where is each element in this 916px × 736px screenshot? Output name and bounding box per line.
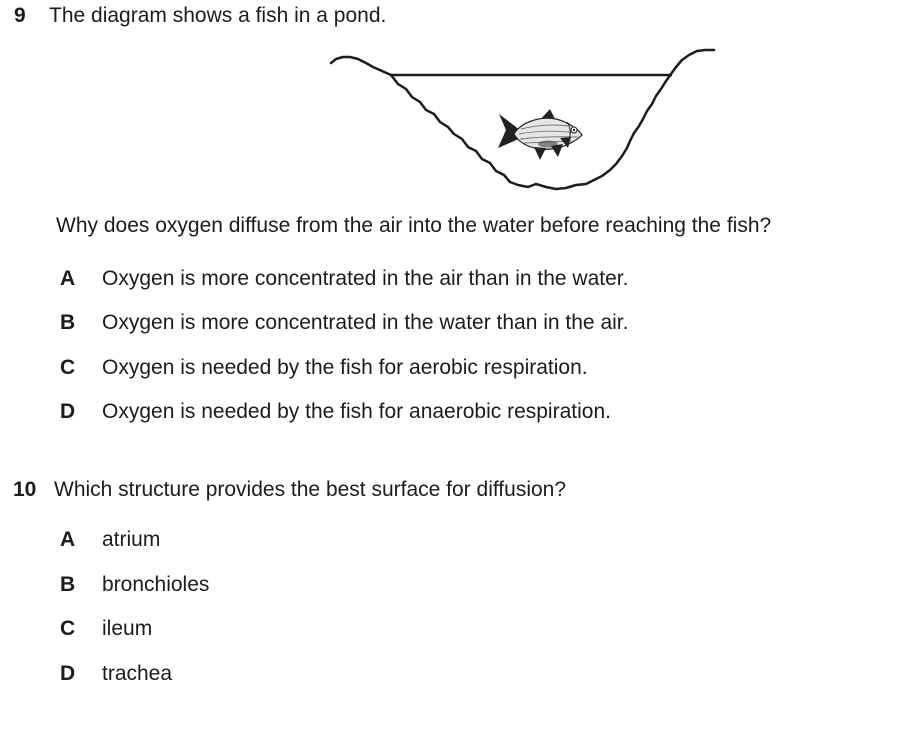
q9-option-a bbox=[60, 267, 628, 291]
pond-diagram bbox=[328, 40, 720, 198]
q9-option-c bbox=[60, 356, 588, 380]
q10-option-a bbox=[60, 528, 160, 552]
option-text: trachea bbox=[102, 662, 173, 685]
question-9-number: 9 bbox=[14, 4, 26, 27]
option-text: ileum bbox=[102, 617, 153, 640]
option-text: Oxygen is more concentrated in the air than in the water. bbox=[102, 267, 629, 290]
fish-illustration bbox=[498, 109, 582, 160]
fish-pelvic-fin bbox=[534, 147, 546, 160]
option-text: Oxygen is more concentrated in the water than in the air. bbox=[102, 311, 629, 334]
q10-option-d bbox=[60, 662, 172, 686]
option-letter: C bbox=[60, 356, 76, 379]
pond-outline bbox=[331, 50, 714, 189]
fish-eye-pupil bbox=[573, 129, 575, 131]
option-text: bronchioles bbox=[102, 573, 210, 596]
q10-option-c bbox=[60, 617, 152, 641]
q10-option-b bbox=[60, 573, 209, 597]
option-letter: D bbox=[60, 662, 76, 685]
option-letter: A bbox=[60, 267, 76, 290]
question-9-stem: The diagram shows a fish in a pond. bbox=[49, 4, 387, 27]
option-letter: C bbox=[60, 617, 76, 640]
option-letter: D bbox=[60, 400, 76, 423]
option-letter: B bbox=[60, 311, 76, 334]
option-text: atrium bbox=[102, 528, 161, 551]
option-letter: B bbox=[60, 573, 76, 596]
question-10-number: 10 bbox=[13, 478, 37, 501]
q9-option-b bbox=[60, 311, 628, 335]
question-10-text: Which structure provides the best surface for diffusion? bbox=[54, 478, 567, 501]
q9-option-d bbox=[60, 400, 611, 424]
question-9-text: Why does oxygen diffuse from the air into the water before reaching the fish? bbox=[56, 214, 772, 237]
option-letter: A bbox=[60, 528, 76, 551]
option-text: Oxygen is needed by the fish for aerobic respiration. bbox=[102, 356, 588, 379]
fish-anal-fin bbox=[551, 144, 563, 157]
option-text: Oxygen is needed by the fish for anaerobic respiration. bbox=[102, 400, 611, 423]
